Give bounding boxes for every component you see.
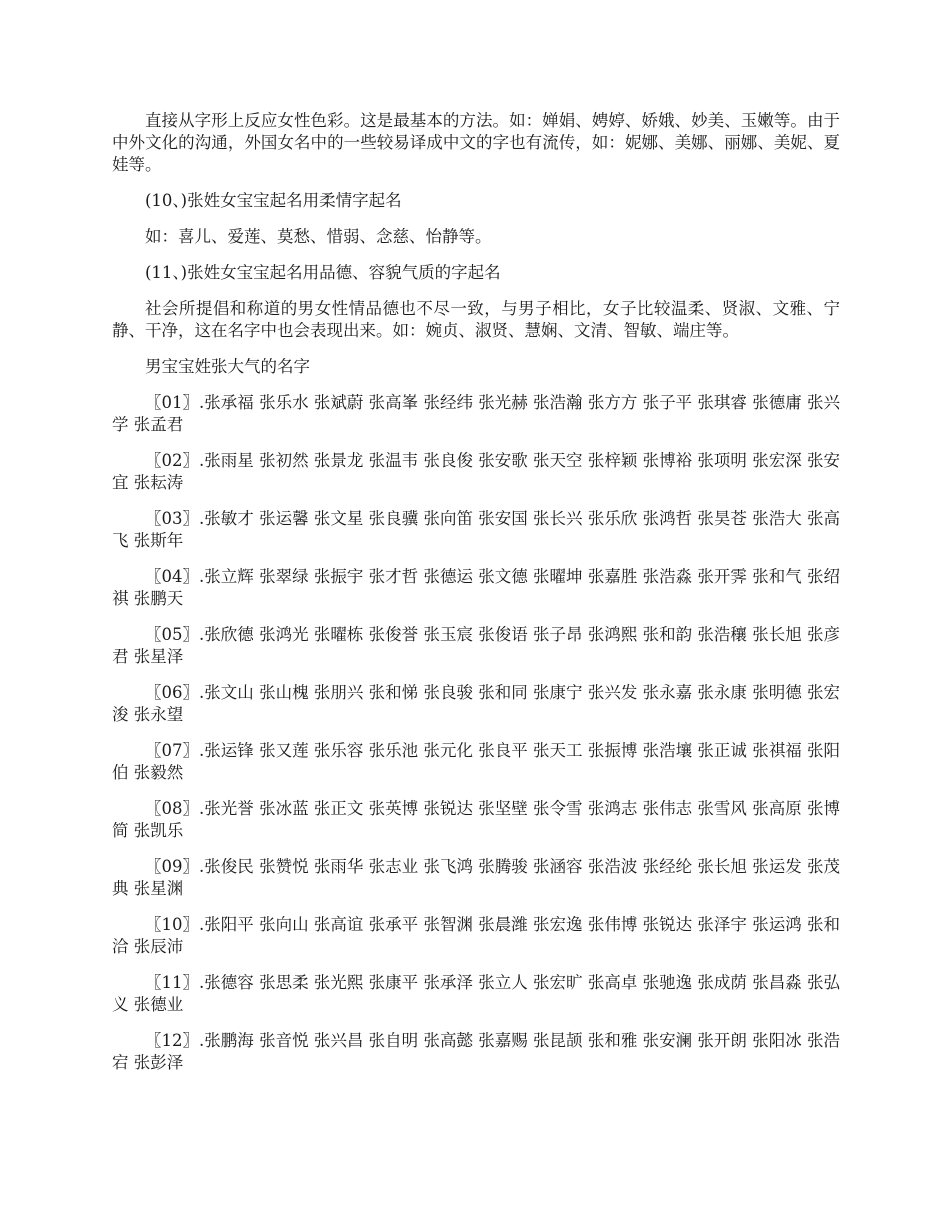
name-list-item: 〖07〗.张运锋 张又莲 张乐容 张乐池 张元化 张良平 张天工 张振博 张浩壤 张正诚 张祺福 张阳伯 张毅然 bbox=[112, 741, 840, 782]
name-list-item: 〖01〗.张承福 张乐水 张斌蔚 张高峯 张经纬 张光赫 张浩瀚 张方方 张子平 张琪睿 张德庸 张兴学 张孟君 bbox=[112, 393, 840, 434]
document-page bbox=[112, 110, 840, 1088]
name-list-item: 〖04〗.张立辉 张翠绿 张振宇 张才哲 张德运 张文德 张曜坤 张嘉胜 张浩淼 张开霁 张和气 张绍祺 张鹏天 bbox=[112, 567, 840, 608]
name-list-item: 〖03〗.张敏才 张运馨 张文星 张良骥 张向笛 张安国 张长兴 张乐欣 张鸿哲 张昊苍 张浩大 张高飞 张斯年 bbox=[112, 509, 840, 550]
name-list-item: 〖06〗.张文山 张山槐 张朋兴 张和悌 张良骏 张和同 张康宁 张兴发 张永嘉 张永康 张明德 张宏浚 张永望 bbox=[112, 683, 840, 724]
heading-male-names: 男宝宝姓张大气的名字 bbox=[145, 357, 310, 376]
name-list-item: 〖02〗.张雨星 张初然 张景龙 张温韦 张良俊 张安歌 张天空 张梓颖 张博裕 张项明 张宏深 张安宜 张耘涛 bbox=[112, 451, 840, 492]
name-list-item: 〖10〗.张阳平 张向山 张高谊 张承平 张智渊 张晨潍 张宏逸 张伟博 张锐达 张泽宇 张运鸿 张和洽 张辰沛 bbox=[112, 915, 840, 956]
name-list-item: 〖11〗.张德容 张思柔 张光熙 张康平 张承泽 张立人 张宏旷 张高卓 张驰逸 张成荫 张昌淼 张弘义 张德业 bbox=[112, 973, 840, 1014]
paragraph-virtue-examples: 社会所提倡和称道的男女性情品德也不尽一致，与男子相比，女子比较温柔、贤淑、文雅、宁静、干净，这在名字中也会表现出来。如：婉贞、淑贤、慧娴、文清、智敏、端庄等。 bbox=[112, 299, 840, 340]
name-list-item: 〖05〗.张欣德 张鸿光 张曜栋 张俊誉 张玉宸 张俊语 张子昂 张鸿熙 张和韵 张浩穰 张长旭 张彦君 张星泽 bbox=[112, 625, 840, 666]
paragraph-gentle-examples: 如：喜儿、爱莲、莫愁、惜弱、念慈、怡静等。 bbox=[145, 227, 492, 246]
name-list-item: 〖12〗.张鹏海 张音悦 张兴昌 张自明 张高懿 张嘉赐 张昆颉 张和雅 张安澜 张开朗 张阳冰 张浩宕 张彭泽 bbox=[112, 1031, 840, 1072]
name-list-item: 〖09〗.张俊民 张赞悦 张雨华 张志业 张飞鸿 张腾骏 张涵容 张浩波 张经纶 张长旭 张运发 张茂典 张星渊 bbox=[112, 857, 840, 898]
paragraph-female-character-shape: 直接从字形上反应女性色彩。这是最基本的方法。如：婵娟、娉婷、娇娥、妙美、玉嫩等。由于中外文化的沟通，外国女名中的一些较易译成中文的字也有流传，如：妮娜、美娜、丽娜、美妮、夏娃等。 bbox=[112, 111, 840, 174]
name-list-section bbox=[112, 392, 840, 1074]
heading-gentle-characters: (10、)张姓女宝宝起名用柔情字起名 bbox=[145, 191, 402, 210]
name-list-item: 〖08〗.张光誉 张冰蓝 张正文 张英博 张锐达 张坚壁 张令雪 张鸿志 张伟志 张雪风 张高原 张博简 张凯乐 bbox=[112, 799, 840, 840]
heading-virtue-characters: (11、)张姓女宝宝起名用品德、容貌气质的字起名 bbox=[145, 263, 501, 282]
intro-section bbox=[112, 110, 840, 378]
